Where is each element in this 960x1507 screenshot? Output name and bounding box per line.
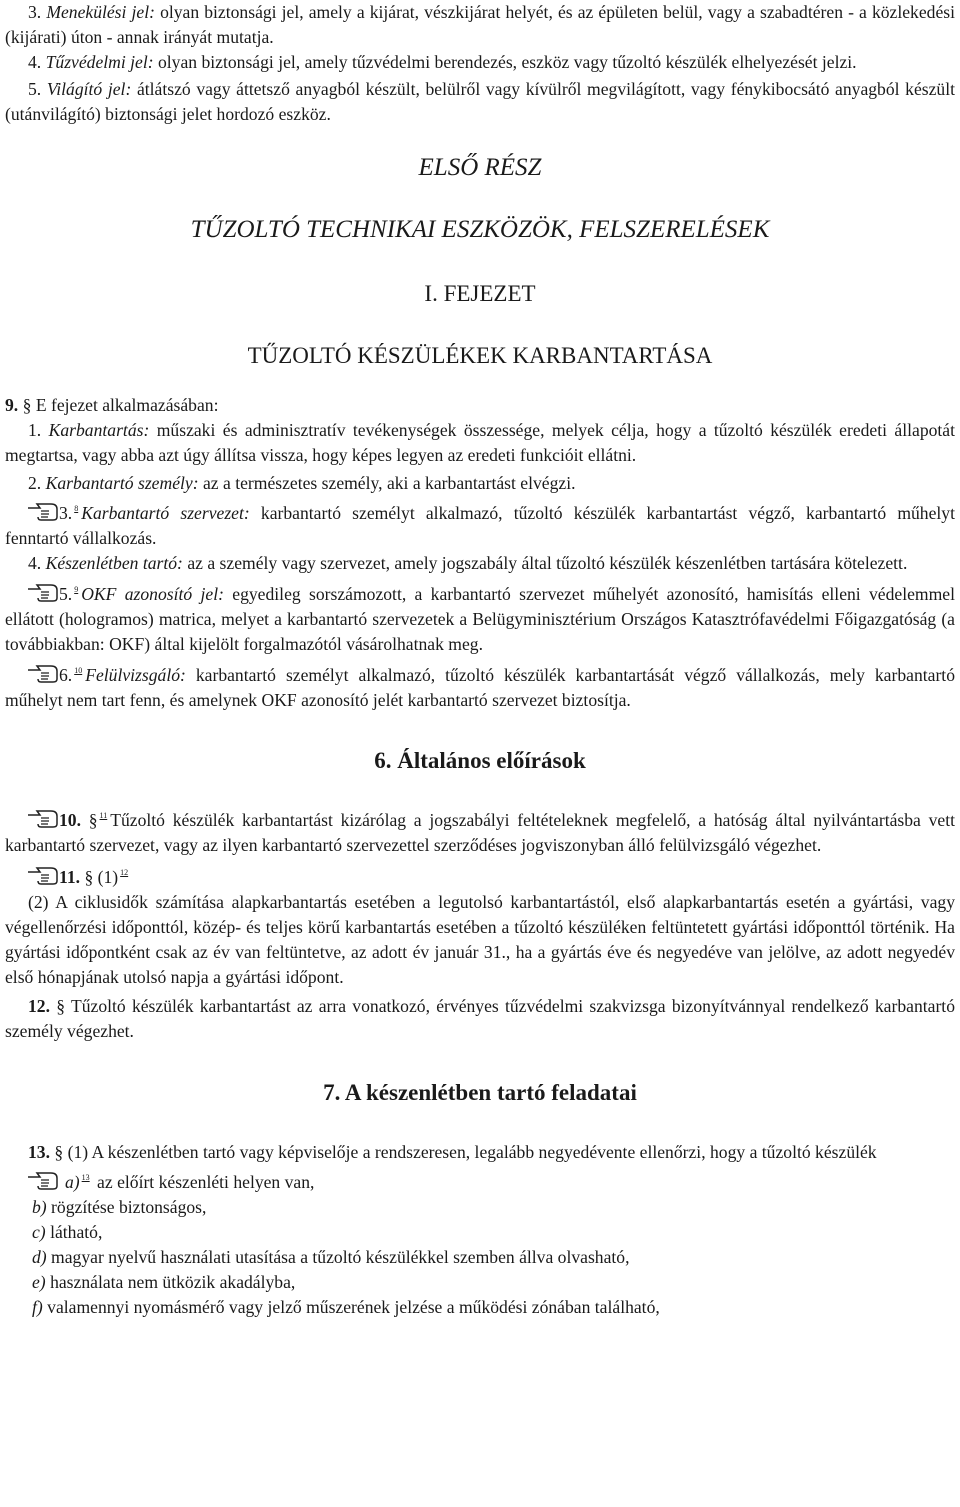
paragraph-9-intro	[5, 393, 955, 418]
item-number: 1.	[28, 420, 42, 440]
list-item	[5, 1270, 955, 1295]
section-sign: §	[54, 1142, 64, 1162]
paragraph-text: Tűzoltó készülék karbantartást az arra vonatkozó, érvényes tűzvédelmi szakvizsga bizonyítvánnyal rendelkező karbantartó személy végezhet.	[5, 996, 955, 1041]
part-subtitle: TŰZOLTÓ TECHNIKAI ESZKÖZÖK, FELSZERELÉSEK	[190, 216, 770, 243]
definition-3	[5, 0, 955, 50]
pointing-hand-icon[interactable]	[27, 810, 61, 828]
definition-5	[5, 77, 955, 127]
list-item	[5, 1195, 955, 1220]
item-text: látható,	[45, 1222, 103, 1242]
item-text: magyar nyelvű használati utasítása a tűzoltó készülékkel szemben állva olvasható,	[46, 1247, 630, 1267]
defined-term: Karbantartó szervezet:	[81, 503, 250, 523]
item-number: 6.	[59, 665, 73, 685]
paragraph-9-item-6	[5, 663, 955, 713]
paragraph-9-item-4	[5, 551, 955, 576]
footnote-link[interactable]: 8	[74, 504, 79, 513]
paragraph-number: 9.	[5, 395, 19, 415]
pointing-hand-icon[interactable]	[27, 503, 61, 521]
item-number: 4.	[28, 52, 42, 72]
paragraph-9-item-2	[5, 471, 955, 496]
definition-4	[5, 50, 955, 75]
footnote-link[interactable]: 10	[74, 666, 83, 675]
list-item	[5, 1220, 955, 1245]
defined-term: Karbantartó személy:	[45, 473, 199, 493]
paragraph-11	[5, 865, 955, 890]
definition-text: az a személy vagy szervezet, amely jogszabály által tűzoltó készülék készenlétben tartására kötelezett.	[182, 553, 908, 573]
document-page	[5, 0, 955, 1320]
footnote-link[interactable]: 9	[74, 585, 79, 594]
item-label: b)	[32, 1197, 47, 1217]
paragraph-9-item-1	[5, 418, 955, 468]
section-sign: §	[84, 867, 94, 887]
chapter-number: I. FEJEZET	[424, 281, 536, 306]
defined-term: Karbantartás:	[48, 420, 150, 440]
item-label: d)	[32, 1247, 47, 1267]
chapter-title: TŰZOLTÓ KÉSZÜLÉKEK KARBANTARTÁSA	[247, 343, 713, 368]
definition-text: olyan biztonsági jel, amely tűzvédelmi berendezés, eszköz vagy tűzoltó készülék elhelyezését jelzi.	[153, 52, 857, 72]
paragraph-text: (1) A készenlétben tartó vagy képviselője a rendszeresen, legalább negyedévente ellenőrzi, hogy a tűzoltó készülék	[67, 1142, 877, 1162]
item-label: f)	[32, 1297, 43, 1317]
defined-term: Világító jel:	[46, 79, 132, 99]
footnote-link[interactable]: 12	[120, 868, 129, 877]
pointing-hand-icon[interactable]	[27, 867, 61, 885]
paragraph-number: 13.	[28, 1142, 50, 1162]
definition-text: karbantartó személyt alkalmazó, tűzoltó készülék karbantartást végző, karbantartó műhelyt fenntartó vállalkozás.	[5, 503, 955, 548]
definition-text: az a természetes személy, aki a karbantartást elvégzi.	[198, 473, 576, 493]
defined-term: Menekülési jel:	[46, 2, 155, 22]
paragraph-11-subsection-2: (2) A ciklusidők számítása alapkarbantartás esetében a legutolsó karbantartástól, első alapkarbantartás esetén a gyártási, vagy végellenőrzési időponttól, közép- és teljes körű karbantartás esetében a tűzoltó készüléken feltüntetett gyártási időponttól történik. Ha gyártási időpontként csak az év van feltüntetve, az adott év január 31., ha a gyártás éve és negyedéve van jelölve, az adott negyedév első hónapjának utolsó napja a gyártási időpont.	[5, 892, 955, 987]
item-number: 5.	[59, 584, 73, 604]
item-label: a)	[65, 1172, 80, 1192]
footnote-link[interactable]: 11	[99, 811, 108, 820]
pointing-hand-icon[interactable]	[27, 1172, 61, 1190]
item-label: e)	[32, 1272, 46, 1292]
section-sign: §	[22, 395, 32, 415]
pointing-hand-icon[interactable]	[27, 665, 61, 683]
paragraph-number: 11.	[59, 867, 81, 887]
list-item	[5, 1170, 955, 1195]
paragraph-10	[5, 808, 955, 858]
item-text: használata nem ütközik akadályba,	[45, 1272, 296, 1292]
list-item	[5, 1245, 955, 1270]
definition-text: egyedileg sorszámozott, a karbantartó szervezet műhelyét azonosító, hamisítás elleni védelemmel ellátott (hologramos) matrica, melyet a karbantartó szervezetek a Belügyminisztérium Országos Katasztrófavédelmi Főigazgatóság (a továbbiakban: OKF) által kijelölt forgalmazótól vásárolhatnak meg.	[5, 584, 955, 654]
pointing-hand-icon[interactable]	[27, 584, 61, 602]
item-label: c)	[32, 1222, 46, 1242]
section-sign: §	[88, 810, 98, 830]
paragraph-number: 12.	[28, 996, 50, 1016]
section-title: 7. A készenlétben tartó feladatai	[323, 1080, 637, 1105]
paragraph-9-item-5	[5, 582, 955, 657]
paragraph-intro: E fejezet alkalmazásában:	[35, 395, 219, 415]
footnote-link[interactable]: 13	[81, 1173, 90, 1182]
paragraph-number: 10.	[59, 810, 81, 830]
section-title: 6. Általános előírások	[374, 748, 586, 773]
item-number: 3.	[28, 2, 42, 22]
item-number: 2.	[28, 473, 42, 493]
defined-term: Tűzvédelmi jel:	[45, 52, 154, 72]
item-text: az előírt készenléti helyen van,	[92, 1172, 315, 1192]
definition-text: karbantartó személyt alkalmazó, tűzoltó készülék karbantartását végző vállalkozás, mely karbantartó műhelyt nem tart fenn, és amelynek OKF azonosító jelét karbantartó szervezet biztosítja.	[5, 665, 955, 710]
subsection-number: (1)	[97, 867, 119, 887]
list-item	[5, 1295, 955, 1320]
defined-term: OKF azonosító jel:	[81, 584, 224, 604]
part-title: ELSŐ RÉSZ	[418, 154, 542, 181]
item-text: valamennyi nyomásmérő vagy jelző műszerének jelzése a működési zónában található,	[42, 1297, 660, 1317]
paragraph-text: Tűzoltó készülék karbantartást kizárólag a jogszabályi feltételeknek megfelelő, a hatóság által nyilvántartásba vett karbantartó szervezet, vagy az ilyen karbantartó szervezettel szerződéses jogviszonyban álló felülvizsgáló végezhet.	[5, 810, 955, 855]
item-number: 3.	[59, 503, 73, 523]
paragraph-9-item-3	[5, 501, 955, 551]
definition-text: átlátszó vagy áttetsző anyagból készült, belülről vagy kívülről megvilágított, vagy fénykibocsátó anyagból készült (utánvilágító) biztonsági jelet hordozó eszköz.	[5, 79, 955, 124]
defined-term: Felülvizsgáló:	[85, 665, 186, 685]
item-text: rögzítése biztonságos,	[46, 1197, 207, 1217]
paragraph-12	[5, 994, 955, 1044]
item-number: 4.	[28, 553, 42, 573]
item-number: 5.	[28, 79, 42, 99]
section-sign: §	[56, 996, 66, 1016]
definition-text: olyan biztonsági jel, amely a kijárat, vészkijárat helyét, és az épületen belül, vagy a szabadtéren - a közlekedési (kijárati) úton - annak irányát mutatja.	[5, 2, 956, 47]
defined-term: Készenlétben tartó:	[45, 553, 183, 573]
paragraph-13-intro	[5, 1140, 955, 1165]
definition-text: műszaki és adminisztratív tevékenységek összessége, melyek célja, hogy a tűzoltó készülék eredeti állapotát megtartsa, vagy abba azt úgy állítsa vissza, hogy képes legyen az eredeti funkcióit ellátni.	[5, 420, 955, 465]
